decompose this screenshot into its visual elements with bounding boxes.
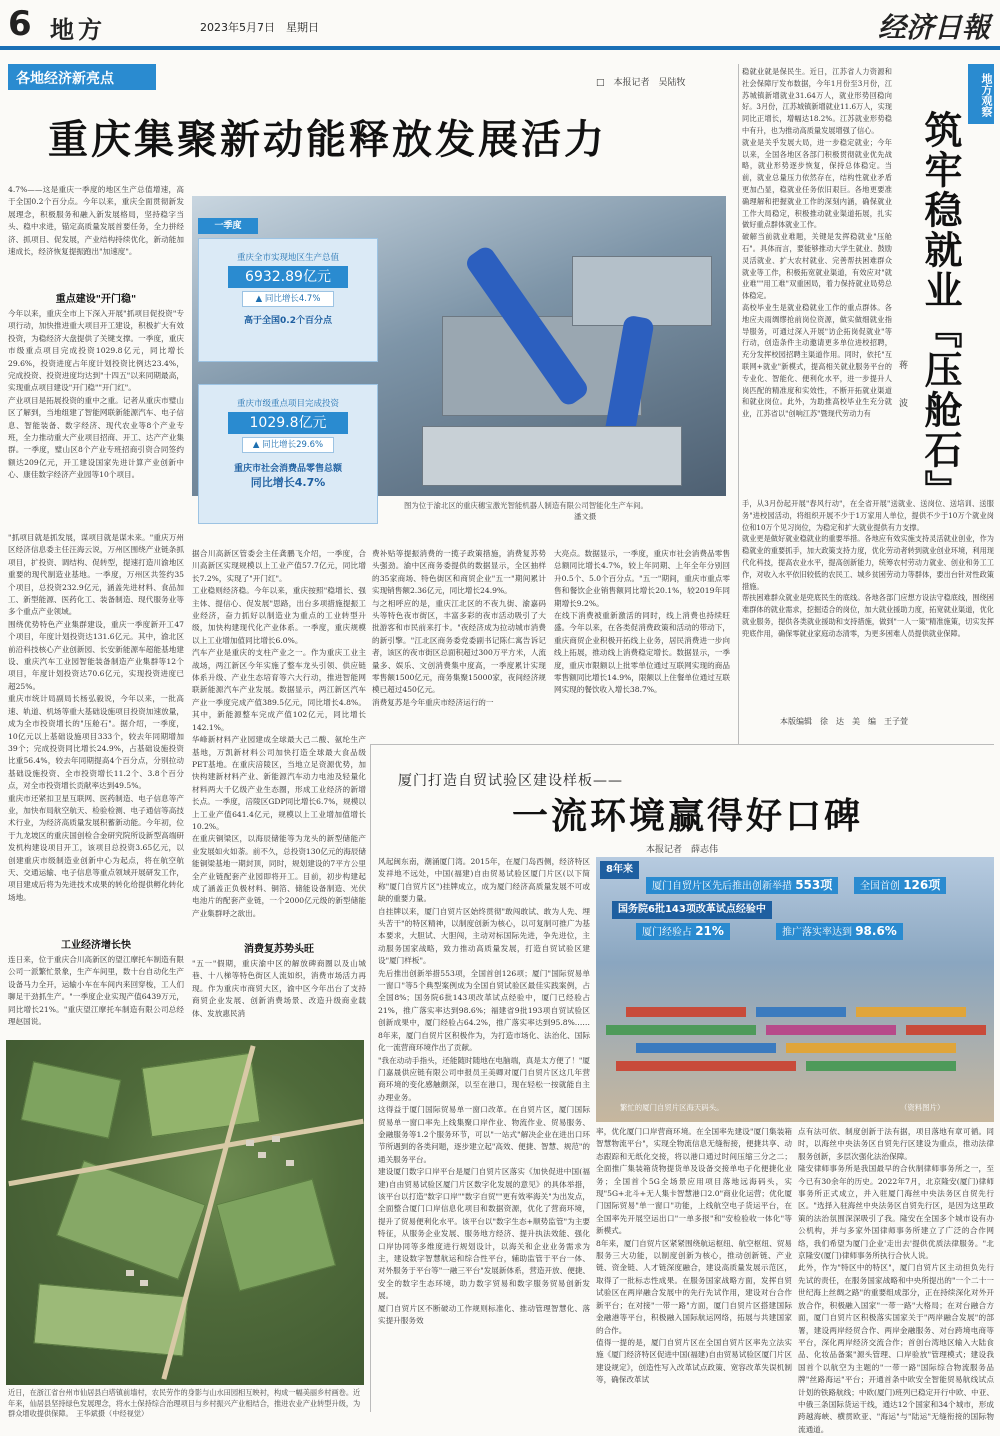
commentary-headline: 筑牢稳就业『压舱石』 — [918, 110, 962, 510]
commentary-body: 手，从3月份起开展"春风行动"，在全省开展"送就业、送岗位、送培训、送服务"进校园活动，将组织开展不少于1万家用人单位，提供不少于10万个就业岗位和10万个见习岗位，为稳定和扩大就业提供有力支撑。 就业更是做好就业稳就业的重要举措。各地应有效实施支持灵活就业创业，作为稳就业的重要抓手，加大政策支持力度，优化劳动者转到就业创业环境，利用现代化科技，提高农业水平，提高创新能力，统筹农村劳动力就业、创业和务工工作，对收入水平依旧较低的农民工、城乡贫困劳动力等群体，要出台针对性政策措施。 帮扶困难群众就业是兜底民生的底线。各地各部门应想方设法守稳底线，围绕困难群体的就业需求，挖掘适合的岗位，加大就业援助力度，拓宽就业渠道，优化就业服务，提供各类就业援助和支持措施，做到"一人一策"精准施策，切实发挥兜底作用，确保零就业家庭动态清零，为更多困难人员提供就业保障。 — [742, 499, 994, 638]
container-stack — [636, 1043, 776, 1053]
firsts-banner: 全国首创 126项 — [854, 877, 946, 894]
village-house — [286, 1160, 294, 1166]
container-stack — [806, 1061, 956, 1071]
field-plot — [216, 1179, 336, 1292]
investment-growth-text: 同比增长29.6% — [262, 440, 324, 450]
divider-right — [738, 64, 739, 744]
section-title: 地方 — [50, 15, 106, 44]
article-body: 今年以来，重庆全市上下深入开展"抓项目促投资"专项行动，加快推进重大项目开工建设，积极扩大有效投资，为稳经济大盘提供了关键支撑。一季度，重庆市级重点项目完成投资1029.8亿元，同比增长29.6%，投资进度占年度计划投资比例达23.4%，完成投资、投资进度均达到"十四五"以来同期最高，实现重点项目建设"开门稳""开门红"。 产业项目是拓展投资的重中之重。记者从重庆市璧山区了解到，当地组建了智能网联新能源汽车、电子信息、智能装备、数字经济、现代农业等8个产业专班，全力推动重大产业项目招商、开工、达产产业集群。一季度，璧山区8个产业专班招商引资合同签约额达209亿元，开工建设国家先进计算产业创新中心、康佳数字经济产业园等10个项目。 — [8, 309, 184, 480]
state-council-tag: 国务院6批143项改革试点经验中 — [612, 901, 772, 919]
infographic-investment — [198, 384, 378, 524]
article2-byline: 本报记者 薛志伟 — [646, 845, 719, 855]
container-stack — [616, 1061, 796, 1071]
adoption-rate-banner: 推广落实率达到 98.6% — [776, 923, 903, 940]
article-body: 连日来，位于重庆合川高新区的望江摩托车制造有限公司一派繁忙景象，生产车间里，数十台自动化生产设备马力全开，运输小车在车间内来回穿梭，工人们聊足干劲抓生产。"一季度企业实现产值6439万元，同比增长21%。"重庆望江摩托车制造有限公司总经理赵国说。 — [8, 955, 184, 1027]
subheading-industry: 工业经济增长快 — [61, 940, 131, 951]
field-plot — [34, 1284, 189, 1357]
article-body: "抓项目就是抓发展，谋项目就是谋未来。"重庆万州区经济信息委主任汪海云说，万州区围绕产业链条抓项目，扩投资、调结构、促转型，提速打造川渝地区重要的现代制造业基地。一季度，万州区共签约35个项目，总投资232.9亿元，涵盖先进材料、食品加工、新型能源、医药化工、装备制造、现代服务业等多个重点产业领域。 围绕优势特色产业集群建设，重庆一季度新开工47个项目，年度计划投资达131.6亿元。其中，渝北区前沿科技核心产业创新园、长安新能源车超能基地建设、重庆汽车工业园智能装备制造产业集群等12个项目，年度计划投资达70.6亿元，实现投资进度已超25%。 重庆市统计局副局长杨弘毅说，今年以来，一批高速、轨道、机场等重大基础设施项目投资加速放量，成为全市投资增长的"压舱石"。据介绍，一季度，10亿元以上基础设施项目333个，较去年同期增加39个；完成投资同比增长24.9%，占基础设施投资比重56.4%，较去年同期提高4个百分点，分别拉动基础设施投资、全市投资增长11.2个、3.8个百分点，对全市投资增长贡献率达到49.5%。 重庆市还紧扣卫星互联网、医药制造、电子信息等产业，加快布局航空航天、检验检测、电子通信等高技术行业，为经济高质量发展积蓄新动能。今年初，位于九龙坡区的重庆国创检合金研究院所设新型高端研发机构建设项目开工，该项目总投资3.65亿元，以创建重庆市级制造业创新中心为起点，将在航空航天、交通运输、电子信息等重点领域开展研发工作，项目建成后将为先进技术成果的转化给提供孵化转化场地。 — [8, 533, 184, 902]
divider-lower — [370, 744, 994, 745]
article-body: 大亮点。数据显示，一季度，重庆市社会消费品零售总额同比增长4.7%，较上年同期、上年全年分别回升0.5个、5.0个百分点。"五一"期间，重庆市重点零售和餐饮企业销售额同比增长20.1%，较2019年同期增长9.2%。 在线下消费被重新激活的同时，线上消费也持续旺盛。今年以来，在各类促消费政策和活动的带动下，重庆商贸企业积极开拓线上业务，居民消费进一步向线上拓展，推动线上消费稳定增长。数据显示，一季度，重庆市限额以上批零单位通过互联网实现的商品零售额同比增长14.9%，限额以上住餐单位通过互联网实现的餐饮收入增长38.7%。 — [554, 549, 730, 695]
article-headline: 重庆集聚新动能释放发展活力 — [48, 117, 607, 163]
up-arrow-icon: ▲ — [255, 294, 265, 304]
field-plot — [56, 1160, 206, 1280]
aerial-village-photo — [6, 1040, 364, 1385]
gdp-growth-text: 同比增长4.7% — [264, 294, 321, 304]
port-photo-credit: （资料图片） — [900, 1103, 945, 1112]
gdp-label: 重庆全市实现地区生产总值 — [236, 253, 339, 263]
article-body: 费补贴等提振消费的一揽子政策措施，消费复苏势头强劲。渝中区商务委提供的数据显示，全区抽样的35家商场、特色街区和商贸企业"五一"期间累计实现销售额2.36亿元，同比增长24.9%。 与之相呼应的是，重庆江北区的不夜九街、渝嘉码头等特色夜市街区，丰富多彩的夜市活动吸引了大批游客和市民前来打卡。"夜经济成为拉动城市消费的新引擎。"江北区商务委党委副书记陈仁寓告诉记者，该区的夜市街区总面积超过300万平方米，人流量多、娱乐、文创消费集中度高，一季度累计实现零售额1500亿元，商务集聚15000家，夜间经济规模已超过450亿元。 消费复苏是今年重庆市经济运行的一 — [372, 549, 546, 707]
container-stack — [606, 1025, 756, 1035]
xiamen-share-banner: 厦门经验占 21% — [636, 923, 730, 940]
retail-growth: 同比增长4.7% — [250, 476, 326, 489]
container-stack — [906, 1025, 986, 1035]
commentary-author: 蒋 波 — [897, 360, 907, 417]
investment-label: 重庆市级重点项目完成投资 — [236, 399, 339, 409]
article2-body: 率，优化厦门口岸营商环境。在全国率先建设"厦门集装箱智慧物流平台"，实现全物流信息无缝衔接，便捷共享、动态跟踪和无纸化交接，将以港口通过时间压缩三分之二；全面推广集装箱货物提货单及设备交接单电子化便捷化业务；全国首个5G全场景应用项目落地远海码头，实现"5G+北斗+无人集卡智慧港口2.0"商业化运营；优化厦门国际贸易"单一窗口"功能，上线航空电子货运平台，在全国率先开展空运出口"一单多报"和"安检验收一体化"等新模式。 8年来，厦门自贸片区紧紧围绕航运枢纽、航空枢纽、贸易服务三大功能，以制度创新为核心，推动创新链、产业链、资金链、人才链深度融合，建设高质量发展示范区，取得了一批标志性成果。在服务国家战略方面，发挥自贸试验区在两岸融合发展中的先行先试作用，建设对台合作新平台；在对接"一带一路"方面，厦门自贸片区搭建国际金融港等平台，积极融入国际航运网络，拓展与共建国家的合作。 值得一提的是，厦门自贸片区在全国自贸片区率先立法实施《厦门经济特区促进中国(福建)自由贸易试验区厦门片区建设规定》，创造性写入改革试点政策、宽容改革失误机制等，确保改革试 — [596, 1127, 792, 1385]
subheading-consumption: 消费复苏势头旺 — [244, 944, 314, 955]
investment-growth — [242, 437, 334, 453]
header-rule — [0, 46, 1000, 50]
infographic-tag: 一季度 — [198, 218, 258, 234]
divider-lower-left — [370, 744, 371, 1412]
commentary-tag: 地方观察 — [968, 64, 994, 124]
machine-block — [572, 256, 712, 326]
newspaper-logo: 经济日報 — [877, 11, 990, 44]
column-tag: 各地经济新亮点 — [8, 64, 156, 90]
page-number: 6 — [8, 4, 32, 44]
infographic-gdp — [198, 238, 378, 362]
gdp-value: 6932.89亿元 — [228, 266, 348, 288]
measures-banner: 厦门自贸片区先后推出创新举措 553项 — [646, 877, 838, 894]
article-body: 据合川高新区管委会主任龚鹏飞介绍，一季度，合川高新区实现规模以上工业产值57.7亿元，同比增长7.2%，实现了"开门红"。 工业稳则经济稳。今年以来，重庆按照"稳增长、强主体、提信心、促发展"思路，出台多项措施提振工业经济，奋力抓好以制造业为重点的工业转型升级，加快构建现代化产业体系。一季度，重庆规模以上工业增加值同比增长6.0%。 汽车产业是重庆的支柱产业之一。作为重庆工业主战场，两江新区今年实施了整车龙头引领、供应链体系升级、产业生态培育等六大行动，推进智能网联新能源汽车产业发展。数据显示，两江新区汽车产业一季度完成产值389.5亿元，同比增长4.8%。其中，新能源整车完成产值102亿元，同比增长142.1%。 华峰新材料产业园建成全球最大己二酸、氨纶生产基地，万凯新材料公司加快打造全球最大食品级PET基地。在重庆涪陵区，当地立足资源优势，加快构建新材料产业、新能源汽车动力电池及轻量化材料两大千亿级产业生态圈，形成工业经济的新增长点。一季度，涪陵区GDP同比增长6.7%，规模以上工业产值641.4亿元，规模以上工业增加值增长10.2%。 在重庆铜梁区，以海辰储能等为龙头的新型储能产业发展如火如荼。前不久，总投资130亿元的海辰储能铜梁基地一期封顶，同时，规划建设的7平方公里全产业链配套产业园即将开工。目前，初步构建起成了涵盖正负极材料、铜箔、储能设备制造、光伏电池片的配套产业链，一个2000亿元级的新型储能产业集群呼之欲出。 — [192, 549, 366, 918]
village-house — [140, 1280, 148, 1286]
container-stack — [756, 1007, 846, 1017]
container-stack — [766, 1025, 896, 1035]
gdp-growth — [242, 291, 334, 307]
article2-body: 风起闽东南，潮涌厦门湾。2015年，在厦门岛西侧，经济特区发祥地不远处，中国(福建)自由贸易试验区厦门片区(以下简称"厦门自贸片区")挂牌成立，成为厦门经济高质量发展不可或缺的重要力量。 自挂牌以来，厦门自贸片区始终贯彻"敢闯敢试、敢为人先、埋头苦干"的特区精神，以制度创新为核心，以可复制可推广为基本要求，大胆试、大胆闯，主动对标国际先进，争先进位，主动服务国家战略，致力推动高质量发展，打造自贸试验区建设"厦门样板"。 先后推出创新举措553项，全国首创126项；厦门"国际贸易单一窗口"等5个典型案例成为全国自贸试验区最佳实践案例，占全国8%；国务院6批143项改革试点经验中，厦门已经验占21%，推广落实率达到98.6%；福建省9批193项自贸试验区创新成果中，厦门经验占64.2%，推广落实率达到95.8%……8年来，厦门自贸片区积极作为，为打造市场化、法治化、国际化一流营商环境作出了贡献。 "我在动动手指头，还能随时随地在电脑端，真是太方便了！"厦门嘉晟供应链有限公司申报员王美卿对厦门自贸片区这几年营商环境的变化感触颇深，以至在港口，现在轻松一按就能自主办理业务。 这得益于厦门国际贸易单一窗口改革。在自贸片区，厦门国际贸易单一窗口率先上线集聚口岸作业、物流作业、贸易服务、金融服务等1.2个服务环节，可以"一站式"解决企业在进出口环节所遇到的各类问题，逐步建立起"高效、便捷、智慧、规范"的通关服务平台。 建设厦门数字口岸平台是厦门自贸片区落实《加快促进中国(福建)自由贸易试验区厦门片区数字化发展的意见》的具体举措，该平台以打造"数字口岸""数字自贸""更有效率海关"为出发点，全面整合厦门口岸信息化项目和数据资源，优化了营商环境，提升了贸易便利化水平。该平台以"数字生态+顺势监管"为主要特征，从服务企业发展、服务地方经济、提升执法效能、强化口岸协同等多维度进行规划设计，以海关和企业业务需求为主，建设数字智慧航运和综合性平台，辅助监管于平台一体、对外服务于平台等"一融三平台"发展新体系，营造开放、便捷、安全的数字生态环境，助力数字贸易和数字服务贸易创新发展。 厦门自贸片区不断破动工作规则标准化、推动管理智慧化、落实提升服务效 — [378, 857, 591, 1326]
commentary-body: 稳就业就是保民生。近日，江苏省人力资源和社会保障厅发布数据，今年1月份至3月份，江苏城镇新增就业31.64万人，就业形势回稳向好。3月份，江苏城镇新增就业11.6万人，实现同比正增长，增幅达18.2%。江苏就业形势稳中有升，也为推动高质量发展增强了信心。 就业是关乎发展大局，进一步稳定就业；今年以来，全国各地区各部门积极贯彻就业优先战略，就业形势逐步恢复，保持总体稳定。当前，就业总量压力依然存在，结构性就业矛盾更加凸显，稳就业任务依旧艰巨。各地更要准确理解和把握就业工作的深刻内涵，确保就业工作大局稳定，积极推动就业渠道拓展，扎实做好重点群体就业工作。 破解当前就业难题，关键是发挥稳就业"压舱石"。具体而言，要能够推动大学生就业、鼓励灵活就业、扩大农村就业、完善帮扶困难群众就业等工作，积极拓宽就业渠道，有效应对"就业难""用工难"双重困局，着力保持就业局势总体稳定。 高校毕业生是就业稳就业工作的重点群体。各地应夫雨绸缪抢前岗位资源，做实做细就业指导服务，可通过深入开展"访企拓岗促就业"等行动，创造条件主动邀请更多单位进校招聘，充分发挥校园招聘主渠道作用。同时，依托"互联网+就业"新模式，提高相关就业服务平台的专业化、智能化、便利化水平，进一步提升人岗匹配的精准度和实效性，不断开拓就业渠道和就业岗位。此外，为助推高校毕业生充分就业，江苏省以"创响江苏"暨现代劳动力有 — [742, 67, 892, 419]
article2-body: 点有法可依、制度创新于法有据，项目落地有章可循。同时，以海丝中央法务区自贸先行区建设为重点，推动法律服务创新，多层次强化法治保障。 隆安律师事务所是我国最早的合伙制律师事务所之一，至今已有30余年的历史。2022年7月，北京隆安(厦门)律师事务所正式成立，并入驻厦门海丝中央法务区自贸先行区。"选择入驻海丝中央法务区自贸先行区，是因为这里政策的法治氛围深深吸引了我。隆安在全国多个城市设有办公机构，并与多家外国律师事务所建立了广泛的合作网络，我们希望为厦门企业'走出去'提供优质法律服务。"北京隆安(厦门)律师事务所执行合伙人说。 此外，作为"特区中的特区"，厦门自贸片区主动担负先行先试的责任，在服务国家战略和中央所提出的"一个二十一世纪海上丝绸之路"的重要组成部分，正在持续深化对外开放合作，积极融入国家"一带一路"大格局；在对台融合方面，厦门自贸片区积极落实国家关于"两岸融合发展"的部署，建设两岸经贸合作、两岸金融服务、对台跨境电商等平台，深化两岸经济交流合作；首创台湾地区输入大陆食品、化妆品备案"源头管理、口岸验放"管理模式；建设我国首个以航空为主题的"一带一路"国际综合物流服务品牌"丝路海运"平台；开通首条中欧安全智能贸易航线试点计划的铁路航线；中欧(厦门)班列已稳定开行中欧、中亚、中俄三条国际货运干线，通达12个国家和34个城市，形成跨越海峡、横贯欧亚、"海运"与"陆运"无缝衔接的国际物流通道。 — [798, 1127, 994, 1434]
up-arrow-icon: ▲ — [252, 440, 263, 450]
village-house — [272, 1136, 280, 1142]
retail-label: 重庆市社会消费品零售总额 — [233, 464, 342, 474]
container-stack — [786, 1043, 956, 1053]
gdp-note: 高于全国0.2个百分点 — [244, 316, 332, 326]
port-photo-caption: 繁忙的厦门自贸片区海天码头。 — [620, 1103, 724, 1112]
article2-kicker: 厦门打造自贸试验区建设样板—— — [398, 773, 623, 789]
article-intro: 4.7%——这是重庆一季度的地区生产总值增速，高于全国0.2个百分点。今年以来，重庆全面贯彻新发展理念，积极服务和融入新发展格局，坚持稳字当头、稳中求进，锚定高质量发展首要任务，全力拼经济、抓项目、促发展，产业结构持续优化，新动能加速成长，经济恢复提振跑出"加速度"。 — [8, 185, 184, 257]
investment-value: 1029.8亿元 — [228, 412, 348, 434]
port-photo — [596, 857, 994, 1122]
article2-headline: 一流环境赢得好口碑 — [512, 795, 864, 837]
article-body: "五一"假期，重庆渝中区的解放碑商圈以及山城巷、十八梯等特色街区人流如织，消费市场活力再现。作为重庆市商贸大区，渝中区今年出台了支持商贸企业发展、创新消费场景、改造升级商业载体、发放惠民消 — [192, 959, 366, 1018]
editor-credit: 本版编辑 徐 达 美 编 王子萱 — [780, 717, 908, 726]
aerial-caption: 近日，在浙江省台州市仙居县白塔镇前墙村，农民劳作的身影与山水田园相互映衬，构成一幅美丽乡村画卷。近年来，仙居县坚持绿色发展理念，将水土保持综合治理项目与乡村振兴产业相结合，推进农业产业转型升级，为群众增收提供保障。 王华斌摄（中经视觉） — [8, 1388, 361, 1418]
container-stack — [626, 1007, 746, 1017]
photo-caption: 图为位于渝北区的重庆穗宝激光智能机器人制造有限公司智能化生产车间。 潘文摄 — [404, 501, 648, 521]
field-plot — [21, 1061, 122, 1138]
village-house — [258, 1152, 266, 1158]
village-house — [126, 1270, 134, 1276]
container-stack — [856, 1007, 966, 1017]
conveyor — [422, 426, 682, 486]
subheading-projects: 重点建设"开门稳" — [55, 294, 137, 305]
graphic-tag: 8年来 — [600, 861, 639, 879]
issue-date: 2023年5月7日 星期日 — [200, 21, 319, 34]
article-byline: □ 本报记者 吴陆牧 — [596, 78, 686, 88]
village-house — [246, 1140, 254, 1146]
